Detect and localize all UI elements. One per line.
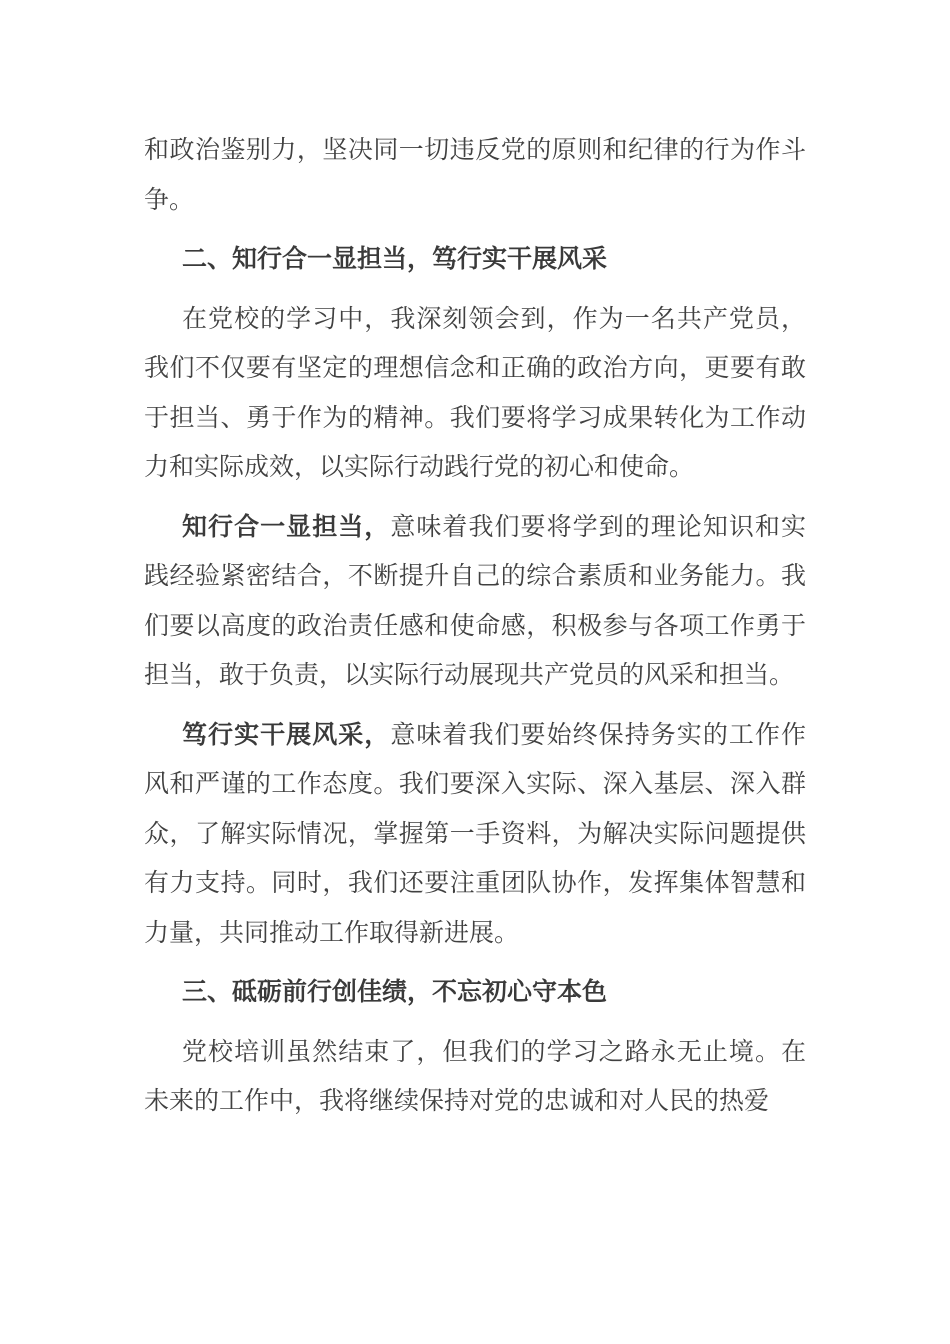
- section-heading-3: 三、砥砺前行创佳绩，不忘初心守本色: [182, 977, 608, 1006]
- paragraph-lead: [144, 502, 806, 700]
- paragraph-lead-phrase: 知行合一显担当，: [182, 511, 391, 541]
- paragraph-lead: [144, 710, 806, 958]
- section-heading-2: 二、知行合一显担当，笃行实干展风采: [182, 244, 608, 273]
- document-body: [144, 125, 806, 1136]
- paragraph-body: 在党校的学习中，我深刻领会到，作为一名共产党员，我们不仅要有坚定的理想信念和正确的政治方向，更要有敢于担当、勇于作为的精神。我们要将学习成果转化为工作动力和实际成效，以实际行动践行党的初心和使命。: [144, 303, 806, 481]
- paragraph-lead-phrase: 笃行实干展风采，: [182, 719, 391, 749]
- paragraph-body: 党校培训虽然结束了，但我们的学习之路永无止境。在未来的工作中，我将继续保持对党的忠诚和对人民的热爱: [144, 1036, 806, 1115]
- paragraph-continuation: 和政治鉴别力，坚决同一切违反党的原则和纪律的行为作斗争。: [144, 135, 806, 214]
- paragraph-lead-text: 意味着我们要始终保持务实的工作作风和严谨的工作态度。我们要深入实际、深入基层、深入群众，了解实际情况，掌握第一手资料，为解决实际问题提供有力支持。同时，我们还要注重团队协作，发挥集体智慧和力量，共同推动工作取得新进展。: [144, 719, 806, 947]
- paragraph-lead-text: 意味着我们要将学到的理论知识和实践经验紧密结合，不断提升自己的综合素质和业务能力。我们要以高度的政治责任感和使命感，积极参与各项工作勇于担当，敢于负责，以实际行动展现共产党员的风采和担当。: [144, 511, 806, 689]
